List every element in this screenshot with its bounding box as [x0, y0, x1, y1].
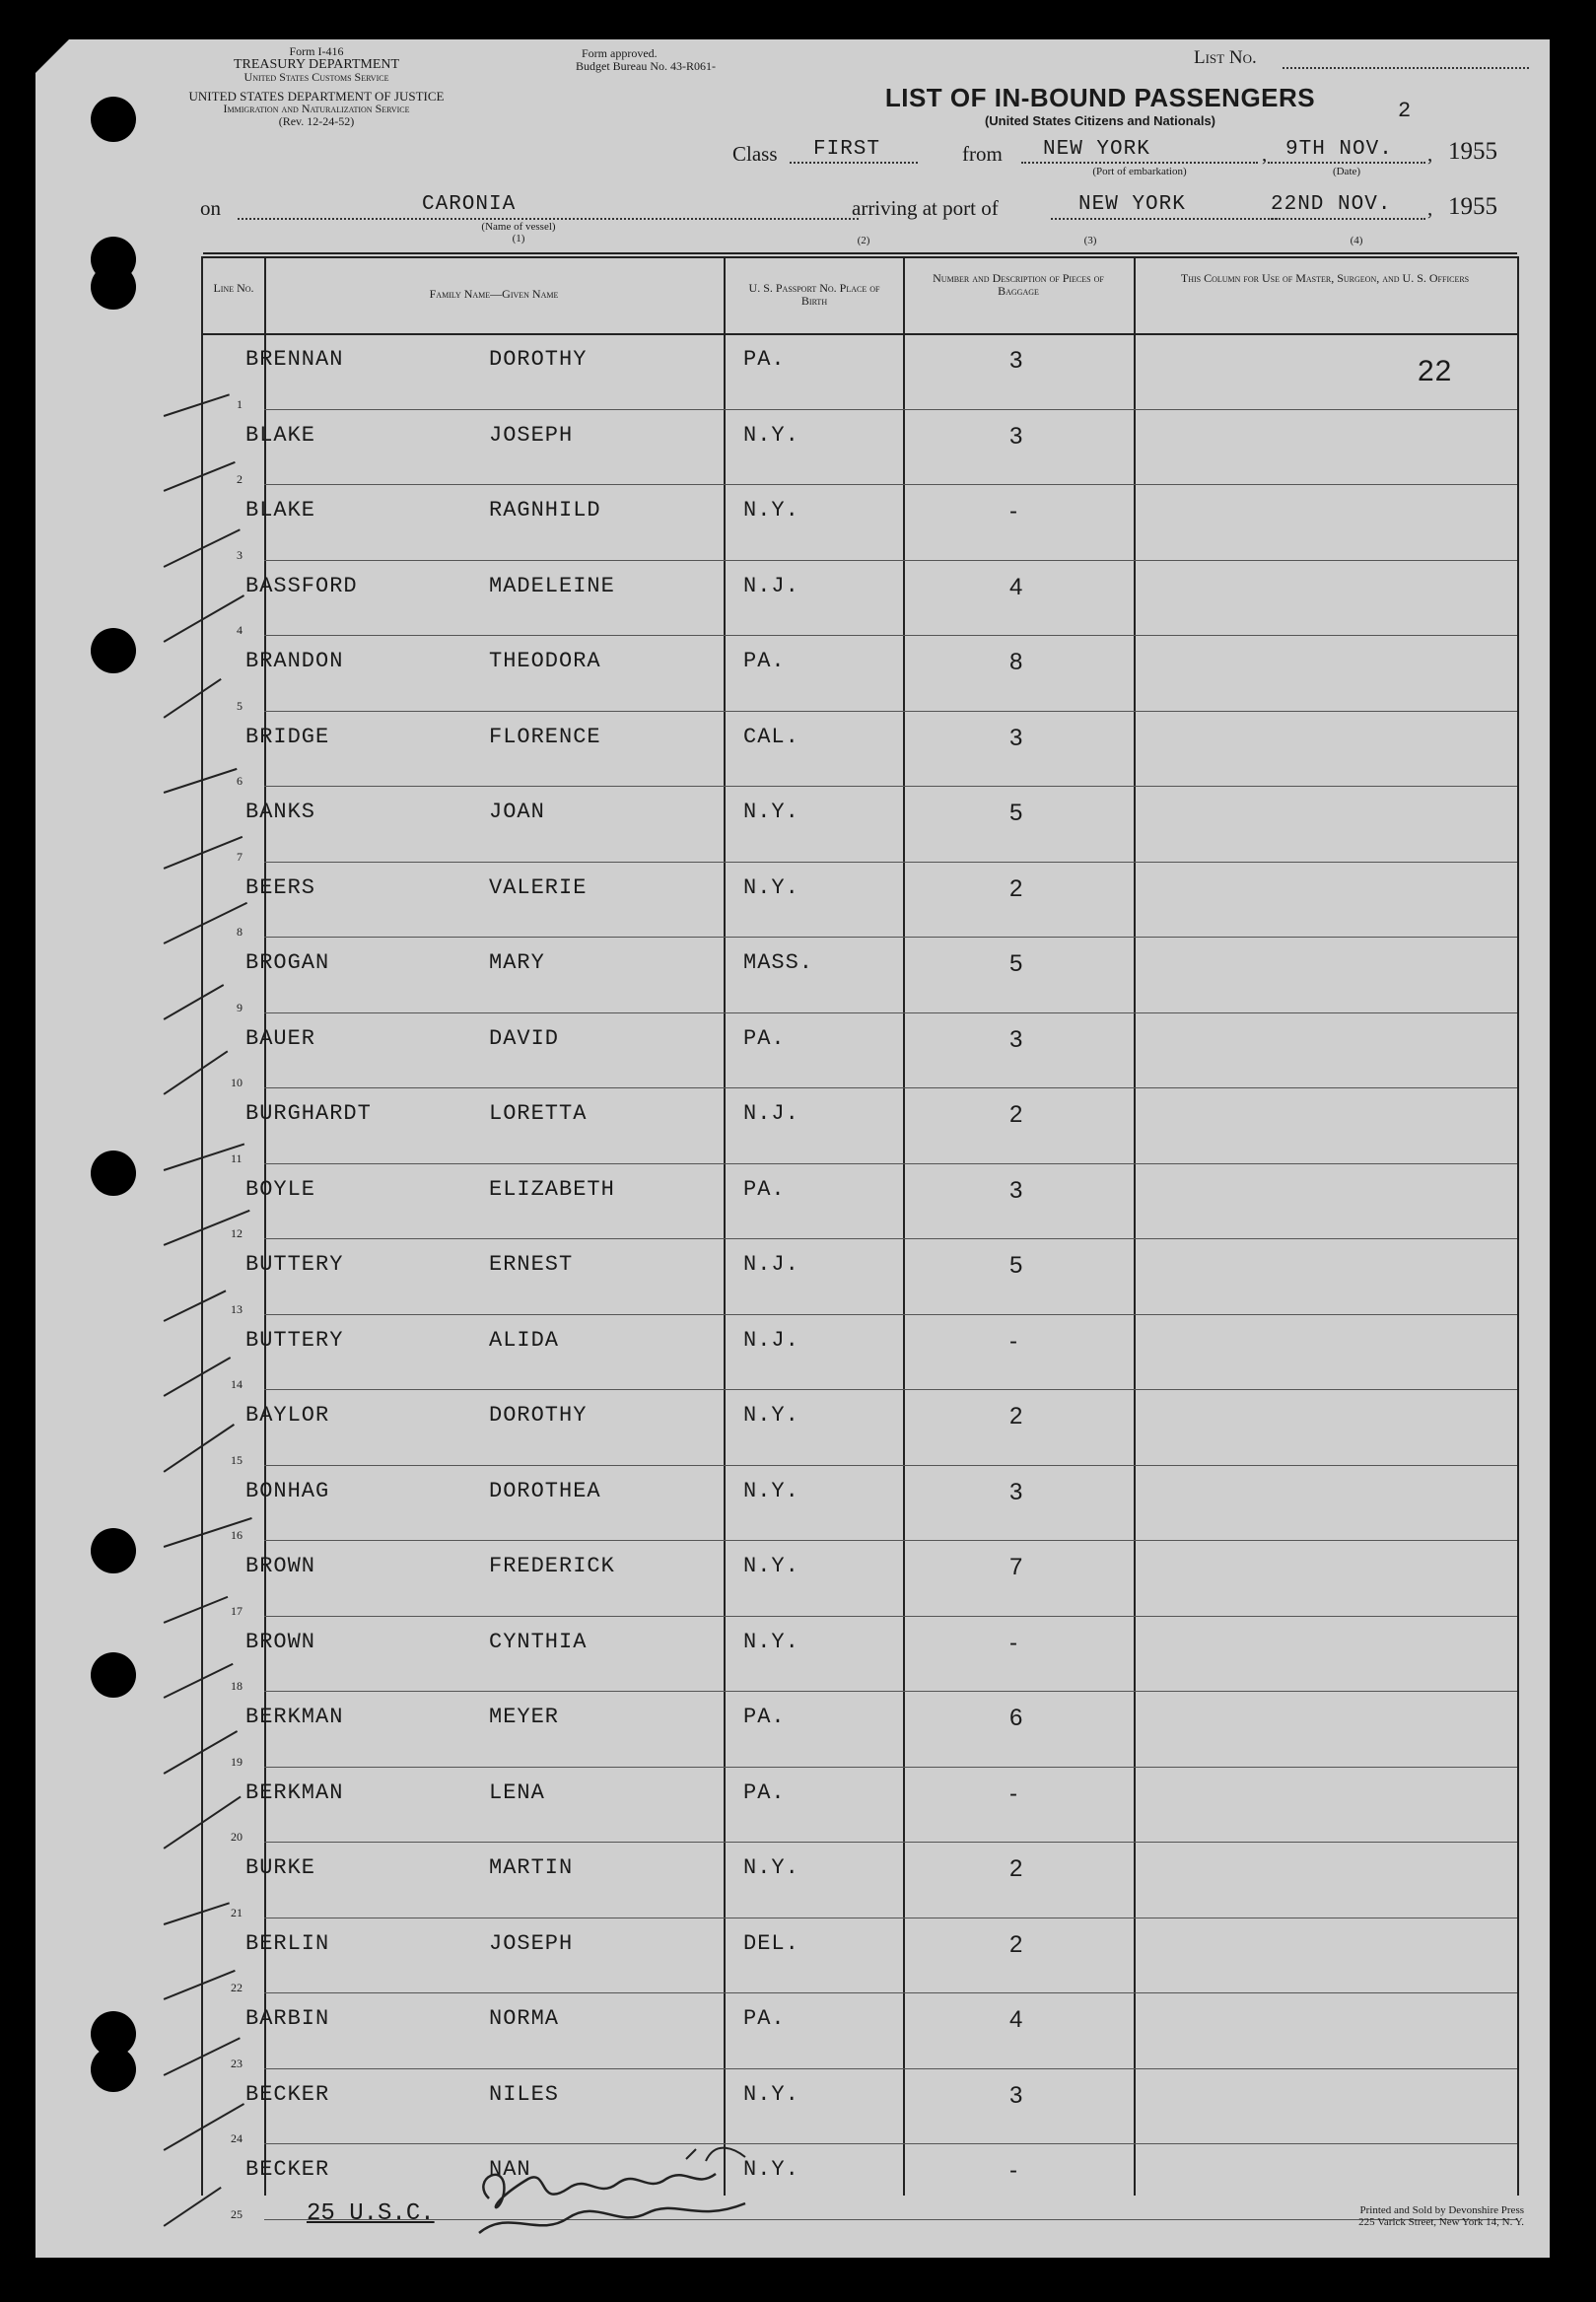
- family-name: BLAKE: [245, 498, 316, 523]
- baggage-count: 5: [1009, 1252, 1024, 1279]
- date-caption: (Date): [1332, 166, 1361, 177]
- given-name: JOSEPH: [489, 1930, 574, 1956]
- family-name: BLAKE: [245, 422, 316, 448]
- line-number: 18: [231, 1679, 243, 1693]
- line-number: 20: [231, 1830, 243, 1844]
- given-name: FREDERICK: [489, 1554, 615, 1578]
- place-of-birth: N.Y.: [743, 1403, 799, 1428]
- punch-hole: [91, 628, 136, 673]
- from-value: NEW YORK: [1043, 138, 1150, 161]
- col-divider: [724, 258, 726, 2196]
- customs-service: United States Customs Service: [243, 70, 389, 84]
- col-header-officers: This Column for Use of Master, Surgeon, and U. S. Officers: [1180, 271, 1470, 285]
- row-divider: [264, 409, 1517, 410]
- form-number: Form I-416: [289, 44, 344, 58]
- line-number: 21: [231, 1905, 243, 1919]
- ins-service: Immigration and Naturalization Service: [223, 102, 410, 115]
- baggage-count: 3: [1009, 422, 1024, 450]
- officer-note: 22: [1418, 355, 1453, 387]
- place-of-birth: PA.: [743, 1025, 786, 1051]
- family-name: BROWN: [245, 1629, 316, 1654]
- family-name: BURGHARDT: [245, 1101, 372, 1126]
- baggage-count: 7: [1009, 1554, 1024, 1580]
- baggage-count: 5: [1009, 950, 1024, 977]
- baggage-count: 3: [1009, 347, 1024, 374]
- given-name: ERNEST: [489, 1252, 574, 1277]
- baggage-count: -: [1009, 1327, 1018, 1355]
- line-number: 19: [231, 1754, 243, 1769]
- agency-block: [183, 45, 450, 128]
- date2-value: 22ND NOV.: [1271, 193, 1392, 216]
- check-mark: [164, 835, 243, 869]
- baggage-count: -: [1009, 498, 1018, 524]
- approval-block: [576, 47, 763, 73]
- punch-hole: [91, 1652, 136, 1698]
- on-label: on: [200, 196, 221, 220]
- row-divider: [264, 1616, 1517, 1617]
- given-name: MEYER: [489, 1705, 560, 1729]
- col1-number: (1): [512, 233, 525, 244]
- given-name: JOSEPH: [489, 422, 574, 448]
- given-name: FLORENCE: [489, 724, 601, 749]
- punch-hole: [91, 1151, 136, 1196]
- row-divider: [264, 786, 1517, 787]
- revision: (Rev. 12-24-52): [278, 114, 355, 128]
- col3-number: (3): [1083, 235, 1097, 246]
- baggage-count: 4: [1009, 573, 1024, 600]
- check-mark: [164, 902, 247, 944]
- col2-number: (2): [857, 235, 870, 246]
- row-divider: [264, 1465, 1517, 1466]
- given-name: NAN: [489, 2157, 531, 2182]
- baggage-count: 8: [1009, 649, 1024, 675]
- baggage-count: 2: [1009, 874, 1024, 902]
- family-name: BECKER: [245, 2157, 330, 2182]
- page-number: 2: [1398, 99, 1412, 123]
- given-name: RAGNHILD: [489, 498, 601, 523]
- family-name: BASSFORD: [245, 573, 358, 598]
- col-header-name: Family Name—Given Name: [429, 287, 559, 301]
- line-number: 3: [237, 547, 243, 562]
- line-number: 9: [237, 1000, 243, 1014]
- check-mark: [164, 677, 222, 717]
- given-name: LENA: [489, 1779, 545, 1805]
- row-divider: [264, 1691, 1517, 1692]
- row-divider: [264, 1540, 1517, 1541]
- family-name: BEERS: [245, 874, 316, 900]
- check-mark: [164, 594, 244, 642]
- given-name: DOROTHY: [489, 1403, 588, 1428]
- check-mark: [164, 768, 238, 794]
- vessel-value: CARONIA: [422, 193, 517, 216]
- line-number: 23: [231, 2056, 243, 2070]
- line-number: 5: [237, 698, 243, 713]
- check-mark: [164, 2186, 222, 2225]
- printer-block: [1228, 2204, 1524, 2228]
- row-divider: [264, 484, 1517, 485]
- baggage-count: -: [1009, 2157, 1018, 2184]
- baggage-count: 3: [1009, 724, 1024, 751]
- row-divider: [264, 711, 1517, 712]
- from-label: from: [962, 142, 1003, 166]
- justice-dept: UNITED STATES DEPARTMENT OF JUSTICE: [188, 89, 445, 104]
- family-name: BUTTERY: [245, 1327, 344, 1353]
- check-mark: [164, 1424, 235, 1472]
- family-name: BURKE: [245, 1855, 316, 1880]
- row-divider: [264, 937, 1517, 938]
- folded-corner: [35, 39, 69, 73]
- arrival-port-value: NEW YORK: [1078, 193, 1186, 216]
- check-mark: [164, 1663, 234, 1699]
- col-divider: [264, 258, 266, 2196]
- from-line: [1021, 162, 1258, 164]
- given-name: ELIZABETH: [489, 1176, 615, 1202]
- row-divider: [264, 1992, 1517, 1993]
- place-of-birth: PA.: [743, 649, 786, 673]
- vessel-line: [238, 218, 859, 220]
- place-of-birth: CAL.: [743, 724, 799, 749]
- baggage-count: 2: [1009, 1101, 1024, 1128]
- place-of-birth: N.Y.: [743, 1478, 799, 1503]
- row-divider: [264, 1163, 1517, 1164]
- header-divider: [203, 333, 1517, 335]
- check-mark: [164, 2037, 241, 2075]
- place-of-birth: N.J.: [743, 1252, 799, 1277]
- given-name: MADELEINE: [489, 573, 615, 598]
- line-number: 15: [231, 1452, 243, 1467]
- line-number: 16: [231, 1528, 243, 1542]
- given-name: VALERIE: [489, 874, 588, 900]
- line-number: 17: [231, 1603, 243, 1618]
- place-of-birth: N.Y.: [743, 498, 799, 523]
- check-mark: [164, 984, 224, 1019]
- place-of-birth: PA.: [743, 1705, 786, 1729]
- col-divider: [1134, 258, 1136, 2196]
- family-name: BERKMAN: [245, 1705, 344, 1729]
- check-mark: [164, 1051, 229, 1095]
- line-number: 10: [231, 1076, 243, 1089]
- place-of-birth: N.J.: [743, 1101, 799, 1126]
- family-name: BERLIN: [245, 1930, 330, 1956]
- line-number: 14: [231, 1377, 243, 1391]
- given-name: LORETTA: [489, 1101, 588, 1126]
- year2: 1955: [1448, 193, 1497, 220]
- arrival-port-line: [1051, 218, 1278, 220]
- year2-comma: ,: [1427, 196, 1433, 220]
- place-of-birth: PA.: [743, 2006, 786, 2031]
- family-name: BAYLOR: [245, 1403, 330, 1428]
- line-number: 22: [231, 1981, 243, 1994]
- class-label: Class: [732, 142, 778, 166]
- place-of-birth: N.Y.: [743, 1629, 799, 1654]
- list-no-line: [1283, 67, 1529, 69]
- col-header-line-no: Line No.: [213, 281, 254, 295]
- given-name: JOAN: [489, 800, 545, 824]
- row-divider: [264, 1012, 1517, 1013]
- row-divider: [264, 1842, 1517, 1843]
- line-number: 11: [231, 1151, 243, 1165]
- punch-hole: [91, 97, 136, 142]
- date2-line: [1268, 218, 1425, 220]
- date1-line: [1268, 162, 1425, 164]
- check-mark: [164, 393, 230, 416]
- line-number: 4: [237, 623, 243, 637]
- class-value: FIRST: [813, 138, 881, 161]
- form-subtitle: (United States Citizens and Nationals): [984, 113, 1216, 128]
- officer-signature: [450, 2139, 824, 2248]
- given-name: MARTIN: [489, 1855, 574, 1880]
- place-of-birth: DEL.: [743, 1930, 799, 1956]
- list-no-label: List No.: [1194, 47, 1257, 68]
- check-mark: [164, 1796, 242, 1849]
- place-of-birth: MASS.: [743, 950, 814, 975]
- line-number: 12: [231, 1226, 243, 1240]
- place-of-birth: PA.: [743, 1176, 786, 1202]
- printer-address: 225 Varick Street, New York 14, N. Y.: [1358, 2216, 1524, 2228]
- place-of-birth: PA.: [743, 347, 786, 372]
- family-name: BONHAG: [245, 1478, 330, 1503]
- col-header-baggage: Number and Description of Pieces of Baggage: [933, 271, 1104, 298]
- place-of-birth: N.Y.: [743, 2081, 799, 2107]
- given-name: DOROTHEA: [489, 1478, 601, 1503]
- check-mark: [164, 1970, 236, 2000]
- family-name: BRENNAN: [245, 347, 344, 372]
- family-name: BROWN: [245, 1554, 316, 1578]
- line-number: 2: [237, 472, 243, 486]
- family-name: BERKMAN: [245, 1779, 344, 1805]
- given-name: NILES: [489, 2081, 560, 2107]
- given-name: NORMA: [489, 2006, 560, 2031]
- place-of-birth: N.J.: [743, 573, 799, 598]
- punch-hole: [91, 1528, 136, 1573]
- check-mark: [164, 1730, 238, 1774]
- line-number: 1: [237, 396, 243, 411]
- family-name: BOYLE: [245, 1176, 316, 1202]
- footer-code: 25 U.S.C.: [307, 2200, 435, 2227]
- place-of-birth: N.Y.: [743, 800, 799, 824]
- row-divider: [264, 635, 1517, 636]
- year1-comma: ,: [1427, 142, 1433, 166]
- col-header-passport: U. S. Passport No. Place of Birth: [748, 281, 880, 308]
- check-mark: [164, 1290, 227, 1321]
- place-of-birth: N.Y.: [743, 1554, 799, 1578]
- punch-hole: [91, 2047, 136, 2092]
- baggage-count: 3: [1009, 2081, 1024, 2109]
- line-number: 7: [237, 849, 243, 864]
- given-name: THEODORA: [489, 649, 601, 673]
- given-name: CYNTHIA: [489, 1629, 588, 1654]
- baggage-count: 3: [1009, 1176, 1024, 1204]
- punch-hole: [91, 264, 136, 310]
- line-number: 8: [237, 925, 243, 939]
- row-divider: [264, 560, 1517, 561]
- baggage-count: 6: [1009, 1705, 1024, 1731]
- form-page: [35, 39, 1550, 2258]
- given-name: MARY: [489, 950, 545, 975]
- baggage-count: 4: [1009, 2006, 1024, 2033]
- row-divider: [264, 1087, 1517, 1088]
- date1-comma: ,: [1262, 142, 1268, 166]
- table-top-rule: [203, 252, 1517, 254]
- family-name: BAUER: [245, 1025, 316, 1051]
- given-name: ALIDA: [489, 1327, 560, 1353]
- row-divider: [264, 1767, 1517, 1768]
- line-number: 6: [237, 774, 243, 788]
- budget-bureau: Budget Bureau No. 43-R061-: [576, 59, 716, 73]
- check-mark: [164, 461, 236, 492]
- port-embark-caption: (Port of embarkation): [1092, 166, 1187, 177]
- place-of-birth: PA.: [743, 1779, 786, 1805]
- given-name: DOROTHY: [489, 347, 588, 372]
- col4-number: (4): [1350, 235, 1363, 246]
- baggage-count: 3: [1009, 1478, 1024, 1505]
- line-number: 24: [231, 2131, 243, 2145]
- baggage-count: 2: [1009, 1403, 1024, 1430]
- treasury-dept: TREASURY DEPARTMENT: [233, 57, 400, 72]
- arriving-label: arriving at port of: [852, 196, 999, 220]
- family-name: BECKER: [245, 2081, 330, 2107]
- family-name: BANKS: [245, 800, 316, 824]
- check-mark: [164, 528, 241, 567]
- col-divider: [903, 258, 905, 2196]
- class-line: [790, 162, 918, 164]
- form-title-block: [873, 83, 1327, 128]
- given-name: DAVID: [489, 1025, 560, 1051]
- year1: 1955: [1448, 138, 1497, 165]
- row-divider: [264, 1238, 1517, 1239]
- line-number: 13: [231, 1301, 243, 1316]
- vessel-caption: (Name of vessel): [481, 221, 556, 233]
- printer-name: Printed and Sold by Devonshire Press: [1359, 2204, 1524, 2216]
- family-name: BRIDGE: [245, 724, 330, 749]
- family-name: BUTTERY: [245, 1252, 344, 1277]
- place-of-birth: N.Y.: [743, 422, 799, 448]
- row-divider: [264, 862, 1517, 863]
- family-name: BROGAN: [245, 950, 330, 975]
- check-mark: [164, 1357, 231, 1396]
- row-divider: [264, 1314, 1517, 1315]
- family-name: BARBIN: [245, 2006, 330, 2031]
- row-divider: [264, 1389, 1517, 1390]
- line-number: 25: [231, 2206, 243, 2221]
- place-of-birth: N.Y.: [743, 874, 799, 900]
- baggage-count: -: [1009, 1629, 1018, 1656]
- baggage-count: 3: [1009, 1025, 1024, 1053]
- place-of-birth: N.J.: [743, 1327, 799, 1353]
- baggage-count: 5: [1009, 800, 1024, 826]
- date1-value: 9TH NOV.: [1285, 138, 1393, 161]
- check-mark: [164, 1595, 228, 1623]
- row-divider: [264, 2068, 1517, 2069]
- baggage-count: -: [1009, 1779, 1018, 1807]
- baggage-count: 2: [1009, 1855, 1024, 1882]
- check-mark: [164, 1902, 230, 1924]
- place-of-birth: N.Y.: [743, 2157, 799, 2182]
- baggage-count: 2: [1009, 1930, 1024, 1958]
- form-approved: Form approved.: [582, 46, 658, 60]
- family-name: BRANDON: [245, 649, 344, 673]
- form-title: LIST OF IN-BOUND PASSENGERS: [884, 83, 1316, 112]
- place-of-birth: N.Y.: [743, 1855, 799, 1880]
